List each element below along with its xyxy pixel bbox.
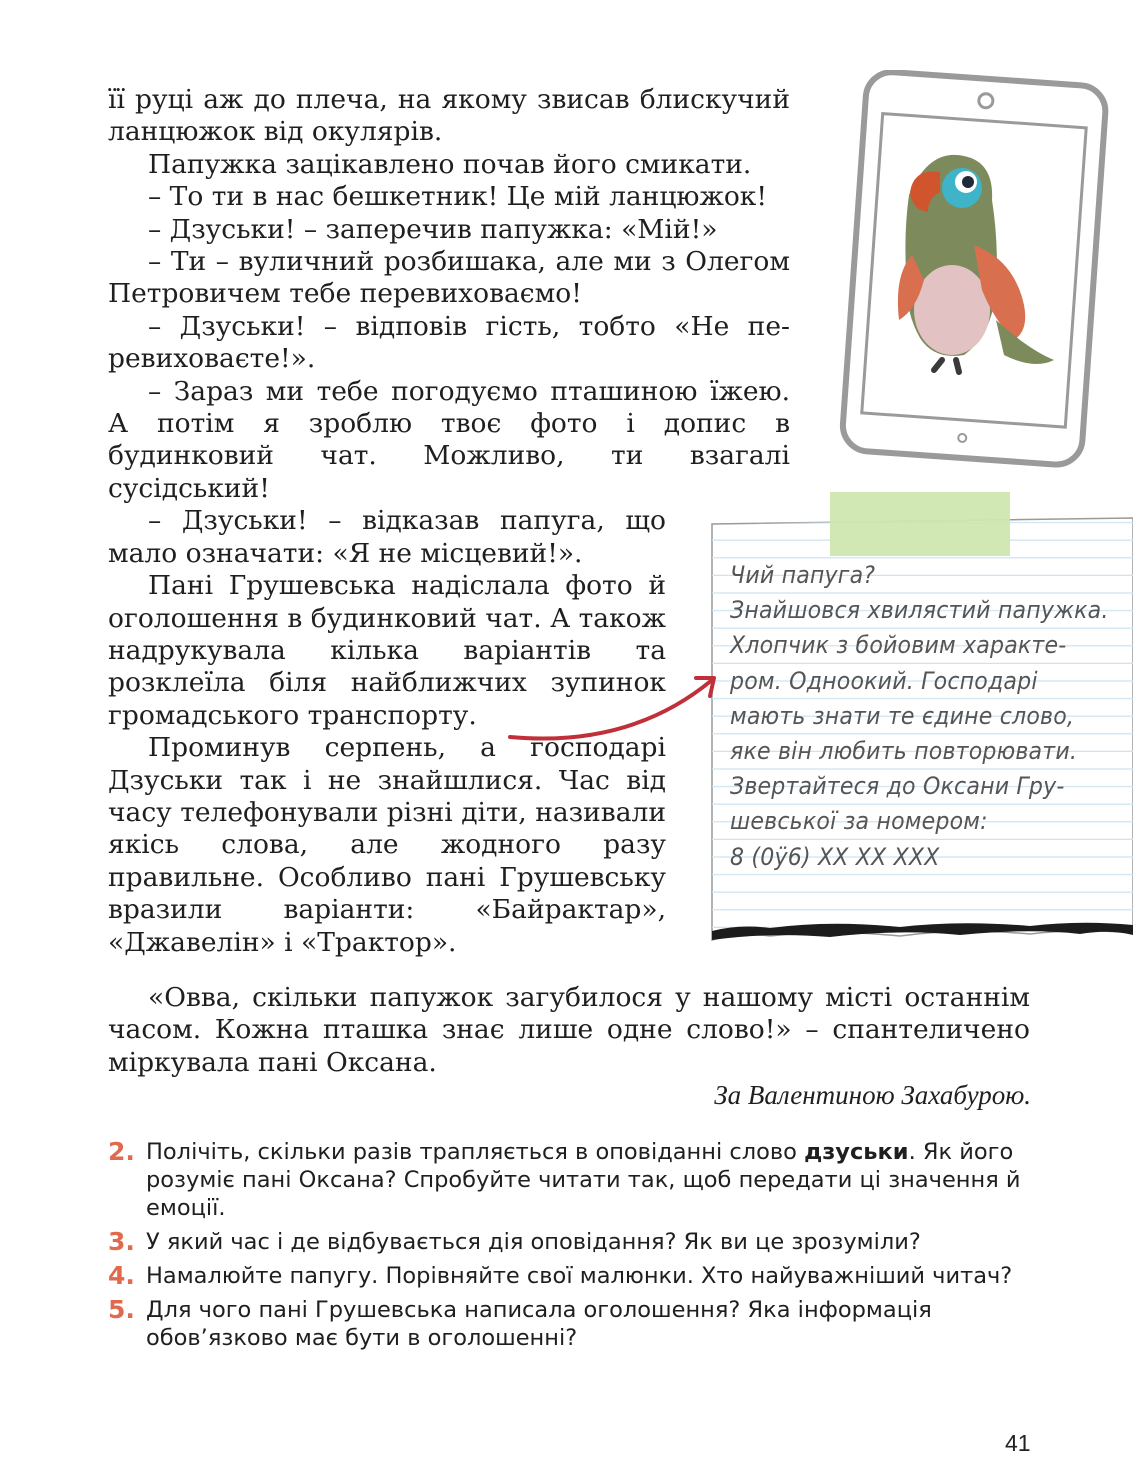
notice-line: шевської за номером: bbox=[730, 807, 988, 836]
story-paragraph: «Овва, скільки папужок загубилося у нашому місті останнім часом. Кожна пташка знає лише одне слово!» – спантеличено міркувала пані Оксана. bbox=[108, 982, 1030, 1078]
pointer-arrow-icon bbox=[500, 670, 730, 750]
task-item: 4. Намалюйте папугу. Порівняйте свої малюнки. Хто найуважніший читач? bbox=[108, 1261, 1013, 1290]
story-paragraph: – Дзуськи! – заперечив папужка: «Мій!» bbox=[148, 213, 718, 245]
notice-line: Знайшовся хвилястий папужка. bbox=[730, 596, 1109, 625]
task-item: 5. Для чого пані Грушевська написала оголошення? Яка інформація обов’язково має бути в оголошенні? bbox=[108, 1295, 932, 1351]
task-number: 2. bbox=[108, 1137, 135, 1166]
task-item: 2. Полічіть, скільки разів трапляється в оповіданні слово дзуськи. Як його розуміє пані Оксана? Спробуйте читати так, щоб передати ці значення й емоції. bbox=[108, 1137, 1021, 1221]
tape bbox=[830, 492, 1010, 556]
notice-line: Звертайтеся до Оксани Гру- bbox=[730, 772, 1065, 801]
page-number: 41 bbox=[1005, 1430, 1031, 1456]
story-text bbox=[108, 84, 790, 959]
task-item: 3. У який час і де відбувається дія оповідання? Як ви це зрозуміли? bbox=[108, 1227, 921, 1256]
story-paragraph: Проминув серпень, а господарі Дзуськи так і не знайшлися. Час від часу телефонували різні діти, називали якісь слова, але жодного разу правильне. Особливо пані Грушевську вразили варіанти: «Байрактар», «Джавелін» і «Трактор». bbox=[108, 732, 666, 958]
notice-line: ром. Одноокий. Господарі bbox=[730, 666, 1038, 695]
story-paragraph: Пані Грушевська надіслала фото й оголошення в будинковий чат. А також надрукувала кілька варіантів та розклеїла біля найближчих зупинок громадського транспорту. bbox=[108, 570, 666, 731]
task-list bbox=[108, 1138, 1038, 1358]
story-closing bbox=[108, 982, 1030, 1079]
phone-parrot-illustration bbox=[824, 70, 1114, 470]
story-paragraph: – Ти – вуличний розбишака, але ми з Олегом Петровичем тебе перевиховаємо! bbox=[108, 246, 790, 310]
highlighted-word: дзуськи bbox=[804, 1139, 909, 1165]
author-credit: За Валентиною Захабурою. bbox=[714, 1080, 1031, 1110]
story-paragraph: її руці аж до плеча, на якому звисав блискучий ланцюжок від окулярів. bbox=[108, 84, 790, 148]
task-number: 5. bbox=[108, 1295, 135, 1324]
story-paragraph: – То ти в нас бешкетник! Це мій ланцюжок! bbox=[148, 181, 768, 213]
story-paragraph: – Дзуськи! – відповів гість, тобто «Не перевиховаєте!». bbox=[108, 310, 790, 375]
notice-line: Хлопчик з бойовим характе- bbox=[730, 631, 1067, 660]
camera-icon bbox=[978, 93, 993, 108]
story-paragraph: – Дзуськи! – відказав папуга, що мало означати: «Я не місцевий!». bbox=[108, 505, 666, 569]
task-number: 4. bbox=[108, 1261, 135, 1290]
story-paragraph: – Зараз ми тебе погодуємо пташиною їжею. А потім я зроблю твоє фото і допис в будинковий чат. Можливо, ти взагалі сусідський! bbox=[108, 375, 790, 504]
story-paragraph: Папужка зацікавлено почав його смикати. bbox=[148, 148, 752, 180]
notice-line: мають знати те єдине слово, bbox=[730, 701, 1075, 730]
task-number: 3. bbox=[108, 1227, 135, 1256]
home-button-icon bbox=[958, 434, 967, 443]
notice-line: 8 (0ÿ6) XX XX XXX bbox=[730, 842, 940, 871]
notice-text bbox=[730, 558, 1109, 875]
notice-line: Чий папуга? bbox=[730, 561, 876, 589]
notice-line: яке він любить повторювати. bbox=[730, 737, 1078, 766]
